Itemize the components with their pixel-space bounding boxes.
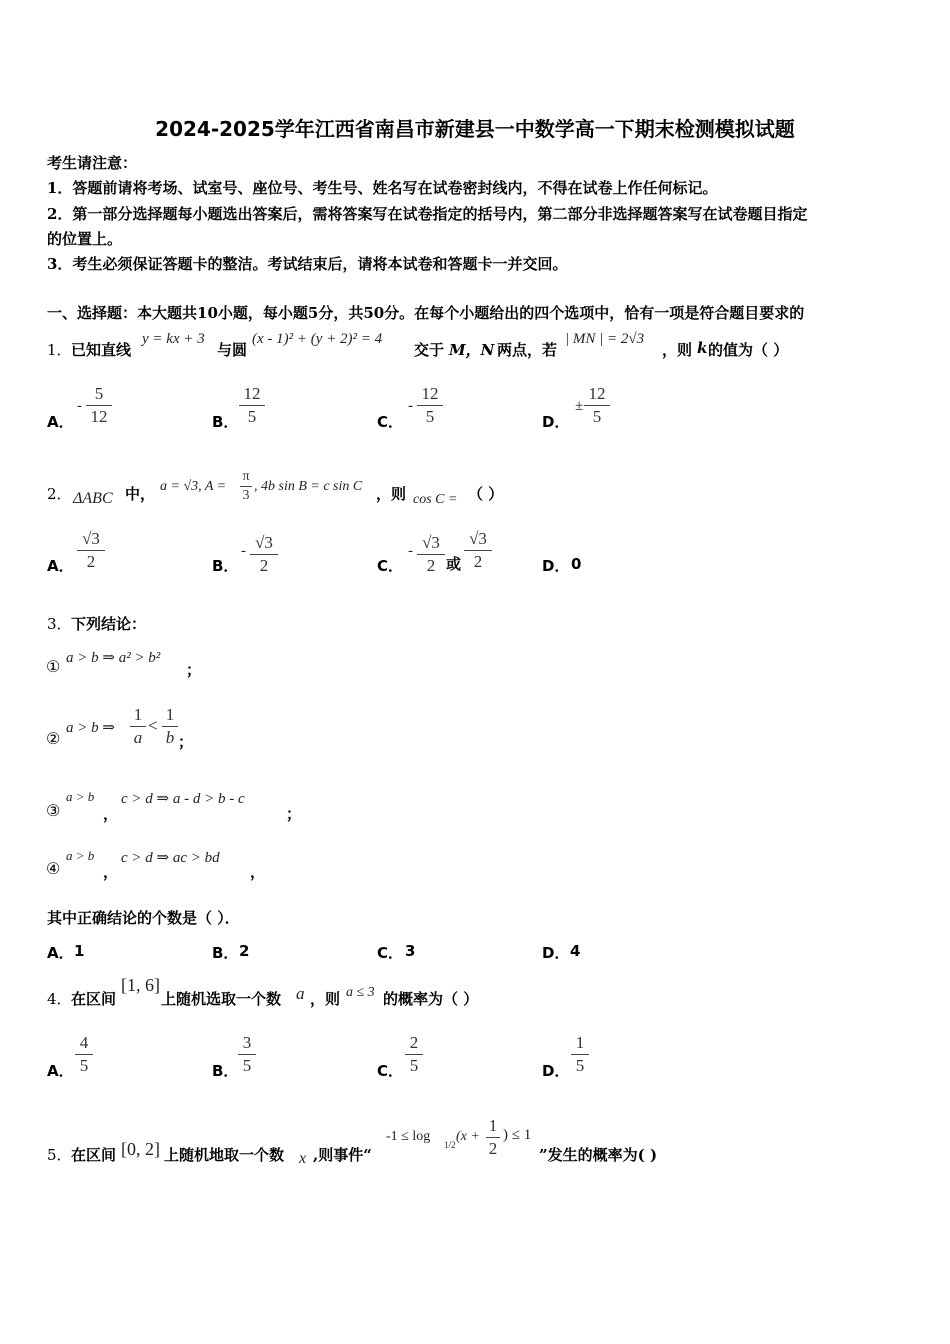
q3-option-a-value: 1 bbox=[74, 942, 85, 960]
q1-option-a-sign: - bbox=[77, 398, 82, 414]
section-heading: 一、选择题：本大题共10小题，每小题5分，共50分。在每个小题给出的四个选项中，恰有一项是符合题目要求的 bbox=[47, 304, 805, 322]
q3-item-2-denominator-2: b bbox=[165, 728, 175, 747]
q2-option-a-numerator: √3 bbox=[82, 529, 100, 548]
q2-condition-post: , 4b sin B = c sin C bbox=[254, 479, 363, 494]
q3-item-2-expr: a > b ⇒ bbox=[66, 720, 115, 736]
q5-event-paren: (x + bbox=[456, 1129, 480, 1144]
q3-item-2-numerator-2: 1 bbox=[165, 705, 175, 724]
q3-item-2-numerator-1: 1 bbox=[133, 705, 143, 724]
q4-a: a bbox=[296, 984, 305, 1003]
q2-text-3: （ ） bbox=[468, 485, 504, 503]
q1-text-1: 已知直线 bbox=[71, 341, 132, 359]
q2-condition-numerator: π bbox=[242, 469, 250, 484]
q2-option-d-value: 0 bbox=[571, 555, 582, 573]
q5-x: x bbox=[299, 1150, 307, 1167]
q4-number: 4． bbox=[47, 990, 72, 1008]
q2-text-2: ，则 bbox=[376, 485, 407, 503]
q3-item-2-lt: < bbox=[148, 716, 158, 735]
q2-option-a-denominator: 2 bbox=[86, 552, 96, 571]
q1-option-a-denominator: 12 bbox=[90, 407, 108, 426]
q3-item-4-expr-2: c > d ⇒ ac > bd bbox=[121, 850, 220, 866]
q3-item-3-mark: ③ bbox=[46, 801, 61, 820]
q3-item-3-expr-2: c > d ⇒ a - d > b - c bbox=[121, 791, 245, 807]
q1-text-4: 两点，若 bbox=[497, 341, 558, 359]
q3-option-c-label: C． bbox=[377, 944, 404, 962]
q1-option-a-numerator: 5 bbox=[94, 384, 104, 403]
q5-text-1: 在区间 bbox=[71, 1146, 117, 1164]
q2-option-c-denominator-2: 2 bbox=[473, 552, 483, 571]
q2-option-d-label: D． bbox=[542, 557, 570, 575]
q5-event-pre: -1 ≤ log bbox=[386, 1129, 431, 1144]
q3-option-a-label: A． bbox=[47, 944, 74, 962]
q4-option-b-fraction bbox=[238, 1033, 256, 1076]
q1-option-a-fraction bbox=[86, 384, 112, 427]
q3-number: 3． bbox=[47, 615, 72, 633]
q5-text-4: ”发生的概率为( ) bbox=[539, 1146, 658, 1164]
q3-item-4-mark: ④ bbox=[46, 859, 61, 878]
q3-item-3-expr-1: a > b bbox=[66, 789, 95, 804]
q1-option-c-numerator: 12 bbox=[421, 384, 439, 403]
q2-option-b-label: B． bbox=[212, 557, 239, 575]
q2-option-c-label: C． bbox=[377, 557, 404, 575]
q3-item-2-end: ； bbox=[178, 733, 194, 751]
q4-option-c-denominator: 5 bbox=[409, 1056, 419, 1075]
q1-option-b-denominator: 5 bbox=[247, 407, 257, 426]
q4-option-d-numerator: 1 bbox=[575, 1033, 585, 1052]
q4-option-b-label: B． bbox=[212, 1062, 239, 1080]
q2-condition-denominator: 3 bbox=[242, 488, 250, 503]
notice-heading: 考生请注意： bbox=[47, 154, 138, 172]
q1-option-b-numerator: 12 bbox=[243, 384, 261, 403]
q3-option-c-value: 3 bbox=[405, 942, 416, 960]
q4-option-c-numerator: 2 bbox=[409, 1033, 419, 1052]
q4-option-b-denominator: 5 bbox=[242, 1056, 252, 1075]
q4-text-2: 上随机选取一个数 bbox=[161, 990, 282, 1008]
q1-option-c-label: C． bbox=[377, 413, 404, 431]
q1-text-5: ，则 bbox=[662, 341, 693, 359]
q5-text-2: 上随机地取一个数 bbox=[164, 1146, 285, 1164]
q2-option-b-fraction bbox=[250, 533, 278, 576]
q3-item-4-comma: ， bbox=[103, 863, 119, 881]
q3-question: 其中正确结论的个数是（ ）． bbox=[47, 909, 240, 927]
q3-item-4-end: ， bbox=[250, 863, 266, 881]
q1-option-a-label: A． bbox=[47, 413, 74, 431]
q4-interval: [1, 6] bbox=[121, 975, 160, 995]
q2-triangle: ΔABC bbox=[73, 490, 113, 507]
q4-option-d-label: D． bbox=[542, 1062, 570, 1080]
q4-option-b-numerator: 3 bbox=[242, 1033, 252, 1052]
q2-option-c-numerator: √3 bbox=[422, 533, 440, 552]
q1-text-3: 交于 bbox=[414, 341, 445, 359]
q2-option-c-fraction-2 bbox=[464, 529, 492, 572]
q3-item-4-expr-1: a > b bbox=[66, 848, 95, 863]
q2-option-a-fraction bbox=[77, 529, 105, 572]
q4-option-a-fraction bbox=[75, 1033, 93, 1076]
q5-text-3: ,则事件“ bbox=[313, 1146, 372, 1164]
q1-option-c-fraction bbox=[417, 384, 443, 427]
q3-option-d-value: 4 bbox=[570, 942, 581, 960]
q2-text-1: 中， bbox=[125, 485, 156, 503]
q4-option-d-fraction bbox=[571, 1033, 589, 1076]
q4-text-1: 在区间 bbox=[71, 990, 117, 1008]
q4-text-3: ，则 bbox=[310, 990, 341, 1008]
q5-event-denominator: 2 bbox=[488, 1139, 498, 1158]
q3-text: 下列结论： bbox=[71, 615, 147, 633]
q3-option-b-value: 2 bbox=[239, 942, 250, 960]
q5-event-numerator: 1 bbox=[488, 1116, 498, 1135]
notice-item-1: 1．答题前请将考场、试室号、座位号、考生号、姓名写在试卷密封线内，不得在试卷上作任何标记。 bbox=[47, 179, 718, 197]
q3-option-b-label: B． bbox=[212, 944, 239, 962]
q2-option-c-sign: - bbox=[408, 543, 413, 559]
q4-option-d-denominator: 5 bbox=[575, 1056, 585, 1075]
q4-option-a-denominator: 5 bbox=[79, 1056, 89, 1075]
q5-event-fraction bbox=[486, 1116, 500, 1159]
q2-option-c-or: 或 bbox=[446, 555, 462, 573]
q5-event-base: 1/2 bbox=[444, 1140, 456, 1150]
q5-number: 5． bbox=[47, 1146, 72, 1164]
q1-option-d-label: D． bbox=[542, 413, 570, 431]
q3-option-d-label: D． bbox=[542, 944, 570, 962]
q2-cosc: cos C = bbox=[413, 492, 458, 507]
q1-option-b-label: B． bbox=[212, 413, 239, 431]
q2-option-b-sign: - bbox=[241, 543, 246, 559]
q4-option-a-numerator: 4 bbox=[79, 1033, 89, 1052]
q2-option-c-fraction bbox=[417, 533, 445, 576]
q1-option-d-fraction bbox=[584, 384, 610, 427]
q3-item-1-expr: a > b ⇒ a² > b² bbox=[66, 650, 161, 666]
q1-chord-length: | MN | = 2√3 bbox=[565, 331, 645, 347]
q1-k: k bbox=[697, 339, 708, 357]
q2-option-c-denominator: 2 bbox=[426, 556, 436, 575]
q1-line-equation: y = kx + 3 bbox=[142, 331, 205, 347]
q4-option-a-label: A． bbox=[47, 1062, 74, 1080]
q3-item-2-fraction-1 bbox=[130, 705, 146, 748]
notice-item-2: 2．第一部分选择题每小题选出答案后，需将答案写在试卷指定的括号内，第二部分非选择题答案写在试卷题目指定 bbox=[47, 205, 808, 223]
q2-option-b-denominator: 2 bbox=[259, 556, 269, 575]
q2-option-c-numerator-2: √3 bbox=[469, 529, 487, 548]
q1-points: M，N bbox=[449, 341, 495, 359]
q3-item-3-end: ； bbox=[286, 805, 302, 823]
q1-option-d-numerator: 12 bbox=[588, 384, 606, 403]
q1-option-b-fraction bbox=[239, 384, 265, 427]
q4-condition: a ≤ 3 bbox=[346, 985, 375, 1000]
q3-item-2-denominator-1: a bbox=[133, 728, 143, 747]
q2-number: 2． bbox=[47, 485, 72, 503]
q3-item-1-end: ； bbox=[186, 661, 202, 679]
q1-number: 1． bbox=[47, 341, 72, 359]
q5-event-post: ) ≤ 1 bbox=[503, 1127, 532, 1143]
q1-circle-equation: (x - 1)² + (y + 2)² = 4 bbox=[252, 331, 383, 347]
q3-item-1-mark: ① bbox=[46, 657, 61, 676]
q1-option-d-sign: ± bbox=[575, 398, 584, 414]
q5-interval: [0, 2] bbox=[121, 1139, 160, 1159]
q4-text-4: 的概率为（ ） bbox=[383, 990, 479, 1008]
q1-option-c-sign: - bbox=[408, 398, 413, 414]
q2-option-b-numerator: √3 bbox=[255, 533, 273, 552]
q3-item-3-comma: ， bbox=[103, 805, 119, 823]
q2-condition-pre: a = √3, A = bbox=[160, 479, 227, 494]
notice-item-3: 3．考生必须保证答题卡的整洁。考试结束后，请将本试卷和答题卡一并交回。 bbox=[47, 255, 568, 273]
q1-option-c-denominator: 5 bbox=[425, 407, 435, 426]
q2-condition-fraction bbox=[240, 469, 252, 504]
q2-option-a-label: A． bbox=[47, 557, 74, 575]
q3-item-2-fraction-2 bbox=[162, 705, 178, 748]
q1-option-d-denominator: 5 bbox=[592, 407, 602, 426]
q1-text-6: 的值为（ ） bbox=[708, 341, 789, 359]
page-title: 2024-2025学年江西省南昌市新建县一中数学高一下期末检测模拟试题 bbox=[155, 117, 795, 141]
q4-option-c-fraction bbox=[405, 1033, 423, 1076]
q3-item-2-mark: ② bbox=[46, 729, 61, 748]
q1-text-2: 与圆 bbox=[217, 341, 248, 359]
q4-option-c-label: C． bbox=[377, 1062, 404, 1080]
notice-item-2-cont: 的位置上。 bbox=[47, 230, 123, 248]
